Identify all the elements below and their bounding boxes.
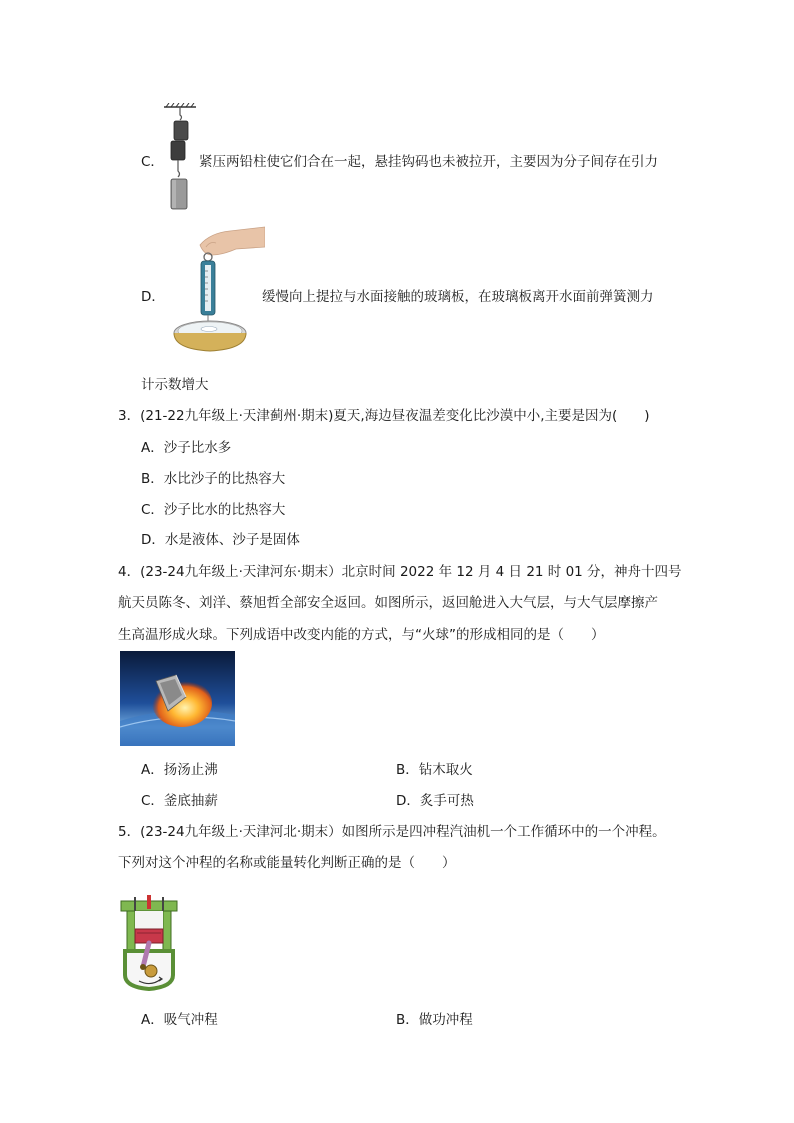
q5-stem-line-2: 下列对这个冲程的名称或能量转化判断正确的是（ ）	[118, 855, 456, 871]
spring-scale-glass-plate-figure	[170, 225, 265, 355]
q4-option-a: A．扬汤止沸	[141, 762, 218, 778]
q4-option-c: C．釜底抽薪	[141, 793, 218, 809]
lead-cylinders-figure	[160, 103, 200, 213]
q2-option-c-label: C．	[141, 154, 164, 170]
q2-option-d-text-continued: 计示数增大	[141, 377, 209, 393]
q4-stem-line-2: 航天员陈冬、刘洋、蔡旭哲全部安全返回。如图所示，返回舱进入大气层，与大气层摩擦产	[118, 595, 658, 611]
q4-option-b: B．钻木取火	[396, 762, 473, 778]
q3-option-a: A．沙子比水多	[141, 440, 232, 456]
q5-option-b: B．做功冲程	[396, 1012, 473, 1028]
q3-option-b: B．水比沙子的比热容大	[141, 471, 286, 487]
q2-option-d-text: 缓慢向上提拉与水面接触的玻璃板，在玻璃板离开水面前弹簧测力	[262, 289, 654, 305]
q4-stem-line-1: 4．(23-24九年级上·天津河东·期末）北京时间 2022 年 12 月 4 日 21 时 01 分，神舟十四号	[118, 564, 682, 580]
q3-stem: 3．(21-22九年级上·天津蓟州·期末)夏天,海边昼夜温差变化比沙漠中小,主要是因为( )	[118, 408, 650, 424]
q5-option-a: A．吸气冲程	[141, 1012, 218, 1028]
q3-option-c: C．沙子比水的比热容大	[141, 502, 286, 518]
reentry-capsule-fireball-image	[120, 651, 235, 746]
q2-option-c-text: 紧压两铅柱使它们合在一起，悬挂钩码也未被拉开，主要因为分子间存在引力	[199, 154, 658, 170]
q4-stem-line-3: 生高温形成火球。下列成语中改变内能的方式，与“火球”的形成相同的是（ ）	[118, 627, 605, 643]
gasoline-engine-stroke-diagram	[117, 895, 181, 991]
q2-option-d-label: D．	[141, 289, 165, 305]
q5-stem-line-1: 5．(23-24九年级上·天津河北·期末）如图所示是四冲程汽油机一个工作循环中的一个冲程。	[118, 824, 666, 840]
q3-option-d: D．水是液体、沙子是固体	[141, 532, 300, 548]
q4-option-d: D．炙手可热	[396, 793, 474, 809]
